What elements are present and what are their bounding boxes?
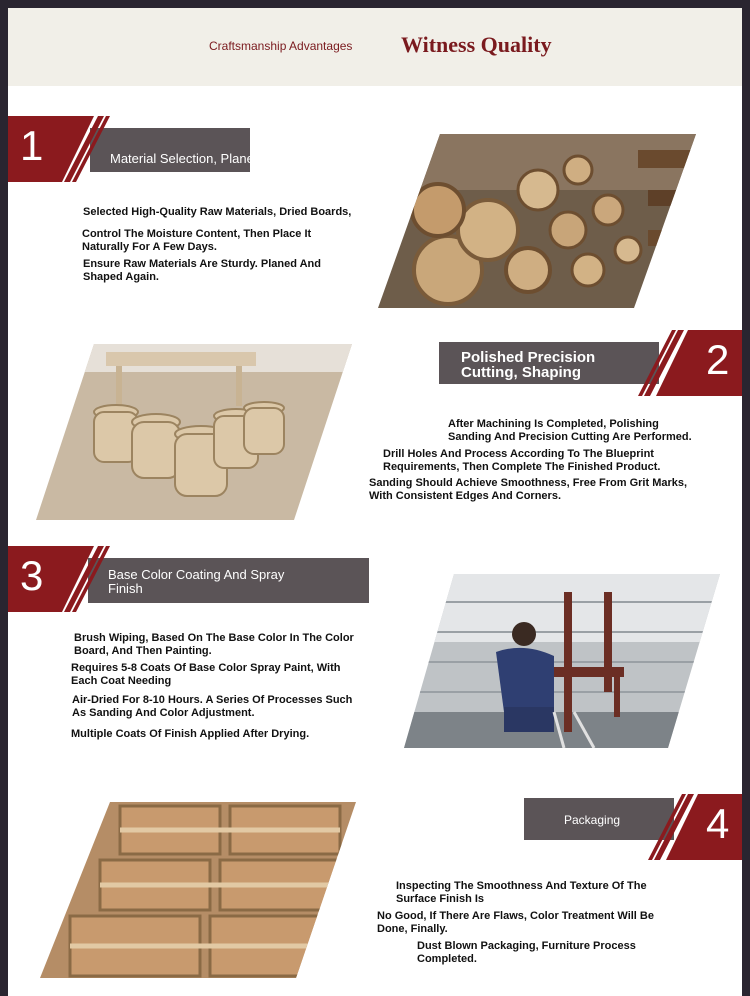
step-1-line-1: Selected High-Quality Raw Materials, Dried Boards,	[83, 206, 352, 218]
step-4-title: Packaging	[564, 813, 621, 827]
step-3-title-bar	[88, 558, 369, 603]
crates-photo	[40, 800, 356, 980]
step-2-title: Polished Precision Cutting, Shaping	[461, 349, 596, 381]
header-subtitle: Craftsmanship Advantages	[209, 39, 353, 53]
step-2-line-3: Sanding Should Achieve Smoothness, Free From Grit Marks, With Consistent Edges And Corners.	[369, 477, 688, 502]
step-3-line-1: Brush Wiping, Based On The Base Color In The Color Board, And Then Painting.	[74, 632, 354, 657]
step-4-badge	[648, 794, 742, 860]
step-1-number: 1	[20, 122, 44, 169]
step-2-line-1: After Machining Is Completed, Polishing Sanding And Precision Cutting Are Performed.	[448, 418, 692, 443]
step-3-line-3: Air-Dried For 8-10 Hours. A Series Of Processes Such As Sanding And Color Adjustment.	[72, 694, 353, 719]
step-4-line-1: Inspecting The Smoothness And Texture Of The Surface Finish Is	[396, 880, 647, 905]
step-1-title: Material Selection, Planed	[110, 151, 262, 166]
step-2-number: 2	[706, 336, 730, 383]
step-3-number: 3	[20, 552, 44, 599]
logs-photo	[378, 130, 696, 310]
step-4-number: 4	[706, 800, 730, 847]
step-3-line-4: Multiple Coats Of Finish Applied After Drying.	[71, 728, 310, 740]
step-1-line-2: Control The Moisture Content, Then Place It Naturally For A Few Days.	[82, 228, 312, 253]
step-3-line-2: Requires 5-8 Coats Of Base Color Spray Paint, With Each Coat Needing	[71, 662, 341, 687]
step-4-line-3: Dust Blown Packaging, Furniture Process Completed.	[417, 940, 636, 965]
page	[8, 8, 742, 996]
header-title: Witness Quality	[401, 32, 552, 57]
header	[8, 8, 742, 86]
spray-booth-photo	[404, 572, 720, 750]
step-1-title-bar	[90, 128, 262, 172]
step-2-line-2: Drill Holes And Process According To The Blueprint Requirements, Then Complete The Finished Product.	[383, 448, 661, 473]
step-3-badge	[8, 546, 112, 612]
step-3-title: Base Color Coating And Spray Finish	[108, 567, 285, 596]
stools-photo	[36, 342, 352, 522]
step-2-title-bar	[439, 342, 659, 384]
step-2-badge	[638, 330, 742, 396]
step-1-badge	[8, 116, 112, 182]
step-1-line-3: Ensure Raw Materials Are Sturdy. Planed And Shaped Again.	[83, 258, 321, 283]
step-4-line-2: No Good, If There Are Flaws, Color Treatment Will Be Done, Finally.	[377, 910, 654, 935]
